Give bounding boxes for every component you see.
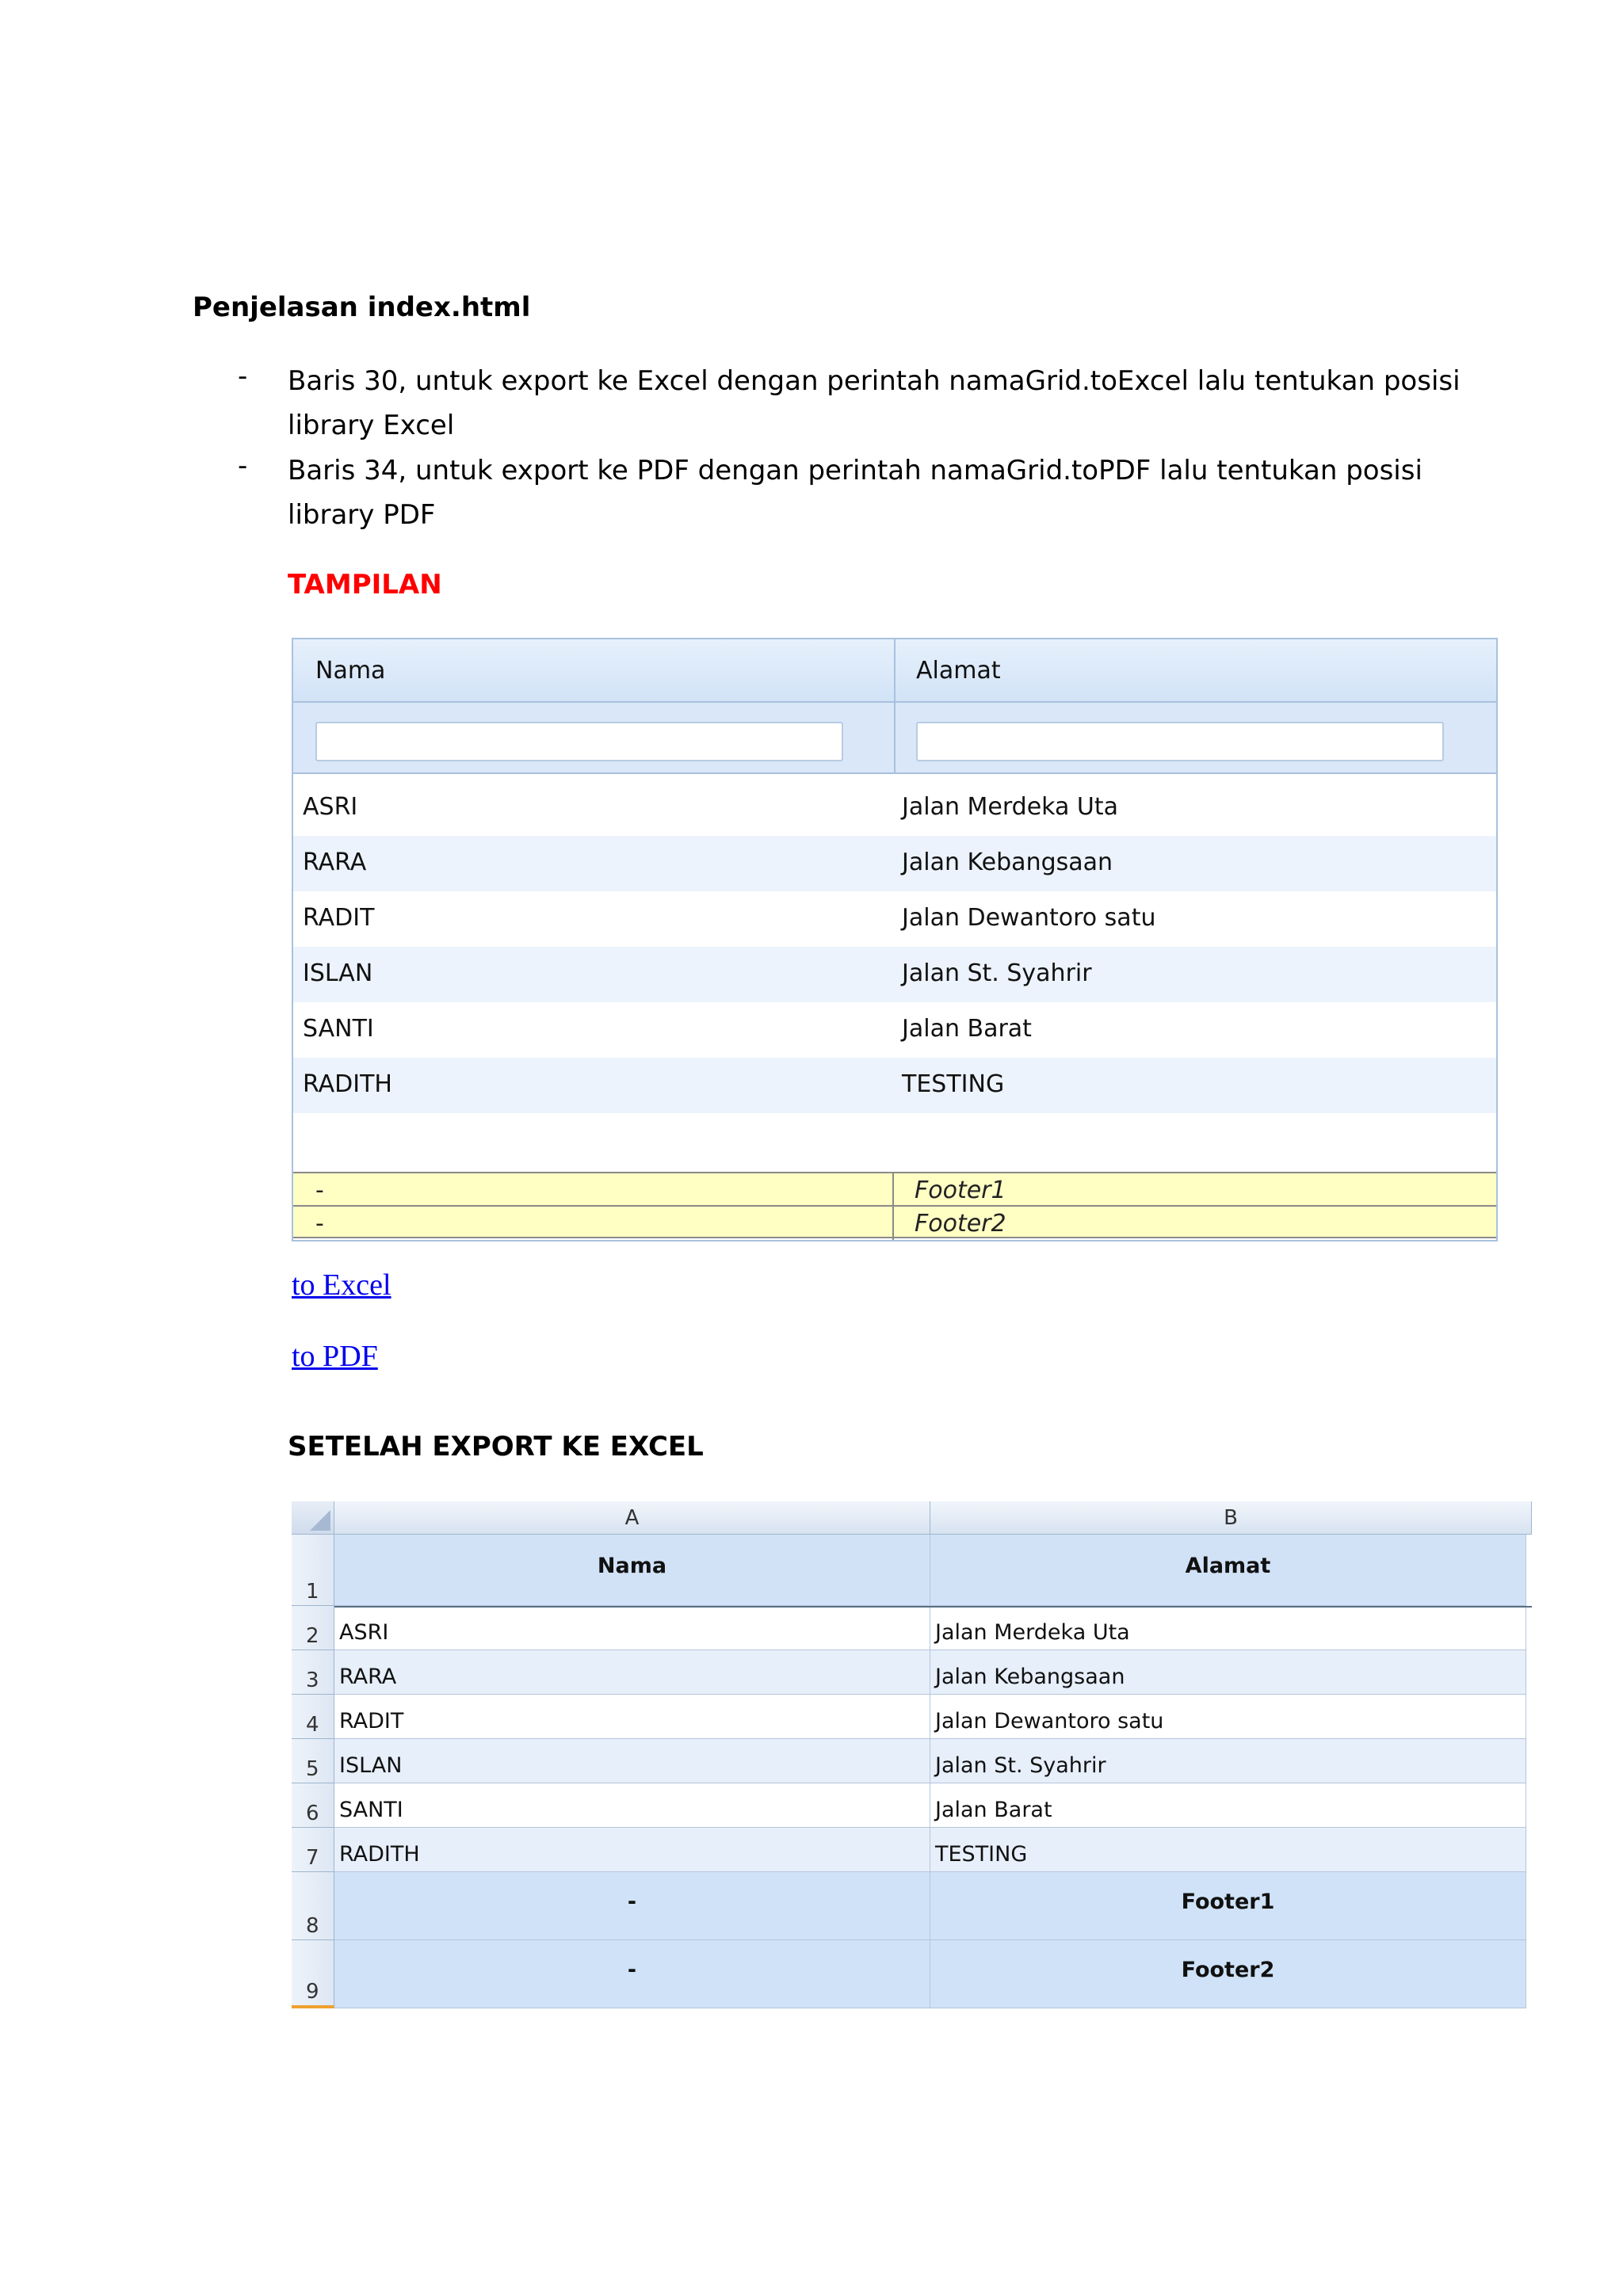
cell-a3[interactable]	[334, 1650, 930, 1695]
footer-cell-alamat: Footer2	[915, 1210, 1006, 1238]
grid-cell-alamat: Jalan Dewantoro satu	[902, 904, 1156, 932]
grid-cell-alamat: Jalan Merdeka Uta	[902, 793, 1119, 821]
cell-b5[interactable]	[930, 1739, 1526, 1783]
cell-text: ASRI	[339, 1620, 389, 1645]
bullet-2-line-1: Baris 34, untuk export ke PDF dengan perintah namaGrid.toPDF lalu tentukan posisi	[288, 455, 1423, 486]
row-number: 7	[306, 1846, 319, 1870]
cell-b3[interactable]	[930, 1650, 1526, 1695]
select-all-icon	[310, 1510, 330, 1531]
cell-a4[interactable]	[334, 1695, 930, 1739]
cell-b2[interactable]	[930, 1608, 1526, 1650]
row-header-2[interactable]	[292, 1606, 334, 1650]
cell-text: RARA	[339, 1665, 397, 1689]
cell-a5[interactable]	[334, 1739, 930, 1783]
grid-column-header-nama[interactable]: Nama	[315, 657, 386, 685]
to-excel-link[interactable]: to Excel	[292, 1268, 391, 1302]
row-header-5[interactable]	[292, 1739, 334, 1783]
cell-b9[interactable]	[930, 1940, 1526, 2008]
row-number: 4	[306, 1713, 319, 1737]
grid-cell-nama: ISLAN	[303, 959, 373, 987]
row-header-4[interactable]	[292, 1695, 334, 1739]
cell-text: -	[627, 1890, 637, 1914]
cell-text: Footer1	[1181, 1890, 1275, 1914]
bullet-1-line-2: library Excel	[288, 410, 455, 441]
grid-column-divider[interactable]	[894, 639, 896, 774]
column-header-a[interactable]: A	[334, 1501, 930, 1535]
grid-cell-alamat: TESTING	[902, 1070, 1005, 1098]
footer-cell-alamat: Footer1	[915, 1177, 1006, 1204]
cell-a6[interactable]	[334, 1783, 930, 1828]
column-header-b[interactable]: B	[930, 1501, 1532, 1535]
data-grid	[292, 638, 1498, 1241]
grid-cell-alamat: Jalan Kebangsaan	[902, 849, 1113, 876]
grid-column-header-alamat[interactable]: Alamat	[916, 657, 1001, 685]
footer-divider	[892, 1207, 894, 1240]
cell-a1[interactable]	[334, 1535, 930, 1606]
cell-text: Jalan Kebangsaan	[935, 1665, 1125, 1689]
row-number: 8	[306, 1914, 319, 1938]
grid-row[interactable]	[293, 780, 1496, 836]
to-pdf-link[interactable]: to PDF	[292, 1340, 378, 1373]
bullet-dash-1: -	[238, 360, 248, 392]
filter-input-nama[interactable]	[315, 722, 843, 761]
cell-a8[interactable]	[334, 1872, 930, 1940]
cell-text: RADITH	[339, 1842, 420, 1867]
cell-text: Jalan Dewantoro satu	[935, 1709, 1164, 1733]
row-header-7[interactable]	[292, 1828, 334, 1872]
grid-cell-nama: RARA	[303, 849, 367, 876]
grid-row[interactable]	[293, 947, 1496, 1002]
row-number: 6	[306, 1802, 319, 1825]
footer-cell-nama: -	[315, 1210, 324, 1238]
cell-b7[interactable]	[930, 1828, 1526, 1872]
grid-footer-row-2	[293, 1205, 1496, 1238]
grid-cell-nama: RADITH	[303, 1070, 392, 1098]
section-title-tampilan: TAMPILAN	[288, 569, 442, 601]
cell-text: TESTING	[935, 1842, 1028, 1867]
cell-text: Alamat	[1185, 1554, 1271, 1578]
footer-cell-nama: -	[315, 1177, 324, 1204]
cell-text: Jalan Merdeka Uta	[935, 1620, 1130, 1645]
grid-row[interactable]	[293, 1058, 1496, 1113]
cell-a7[interactable]	[334, 1828, 930, 1872]
cell-b8[interactable]	[930, 1872, 1526, 1940]
bullet-2-line-2: library PDF	[288, 499, 436, 531]
row-number: 3	[306, 1669, 319, 1692]
grid-cell-alamat: Jalan Barat	[902, 1015, 1032, 1043]
document-heading: Penjelasan index.html	[193, 292, 531, 323]
row-header-9[interactable]	[292, 1940, 334, 2008]
row-number: 2	[306, 1624, 319, 1648]
bullet-dash-2: -	[238, 450, 248, 482]
row-number: 5	[306, 1757, 319, 1781]
cell-a2[interactable]	[334, 1608, 930, 1650]
excel-sheet	[292, 1501, 1532, 2008]
grid-cell-alamat: Jalan St. Syahrir	[902, 959, 1092, 987]
row-header-1[interactable]	[292, 1535, 334, 1606]
row-number: 9	[306, 1980, 319, 2004]
grid-row[interactable]	[293, 891, 1496, 947]
row-number: 1	[306, 1580, 319, 1604]
row-header-8[interactable]	[292, 1872, 334, 1940]
cell-b1[interactable]	[930, 1535, 1526, 1606]
grid-cell-nama: RADIT	[303, 904, 375, 932]
cell-text: SANTI	[339, 1798, 403, 1822]
cell-text: Footer2	[1181, 1958, 1275, 1982]
row-header-3[interactable]	[292, 1650, 334, 1695]
bullet-1-line-1: Baris 30, untuk export ke Excel dengan perintah namaGrid.toExcel lalu tentukan posisi	[288, 365, 1461, 397]
cell-text: -	[627, 1958, 637, 1982]
cell-a9[interactable]	[334, 1940, 930, 2008]
footer-divider	[892, 1173, 894, 1207]
cell-text: RADIT	[339, 1709, 404, 1733]
grid-row[interactable]	[293, 1002, 1496, 1058]
grid-cell-nama: SANTI	[303, 1015, 374, 1043]
select-all-corner[interactable]	[292, 1501, 334, 1535]
grid-row[interactable]	[293, 836, 1496, 891]
filter-input-alamat[interactable]	[916, 722, 1444, 761]
section-title-excel: SETELAH EXPORT KE EXCEL	[288, 1431, 704, 1463]
row-header-6[interactable]	[292, 1783, 334, 1828]
grid-cell-nama: ASRI	[303, 793, 358, 821]
grid-footer-row-1	[293, 1172, 1496, 1205]
cell-text: ISLAN	[339, 1753, 403, 1778]
cell-text: Nama	[597, 1554, 667, 1578]
cell-b4[interactable]	[930, 1695, 1526, 1739]
cell-text: Jalan Barat	[935, 1798, 1052, 1822]
cell-text: Jalan St. Syahrir	[935, 1753, 1106, 1778]
cell-b6[interactable]	[930, 1783, 1526, 1828]
